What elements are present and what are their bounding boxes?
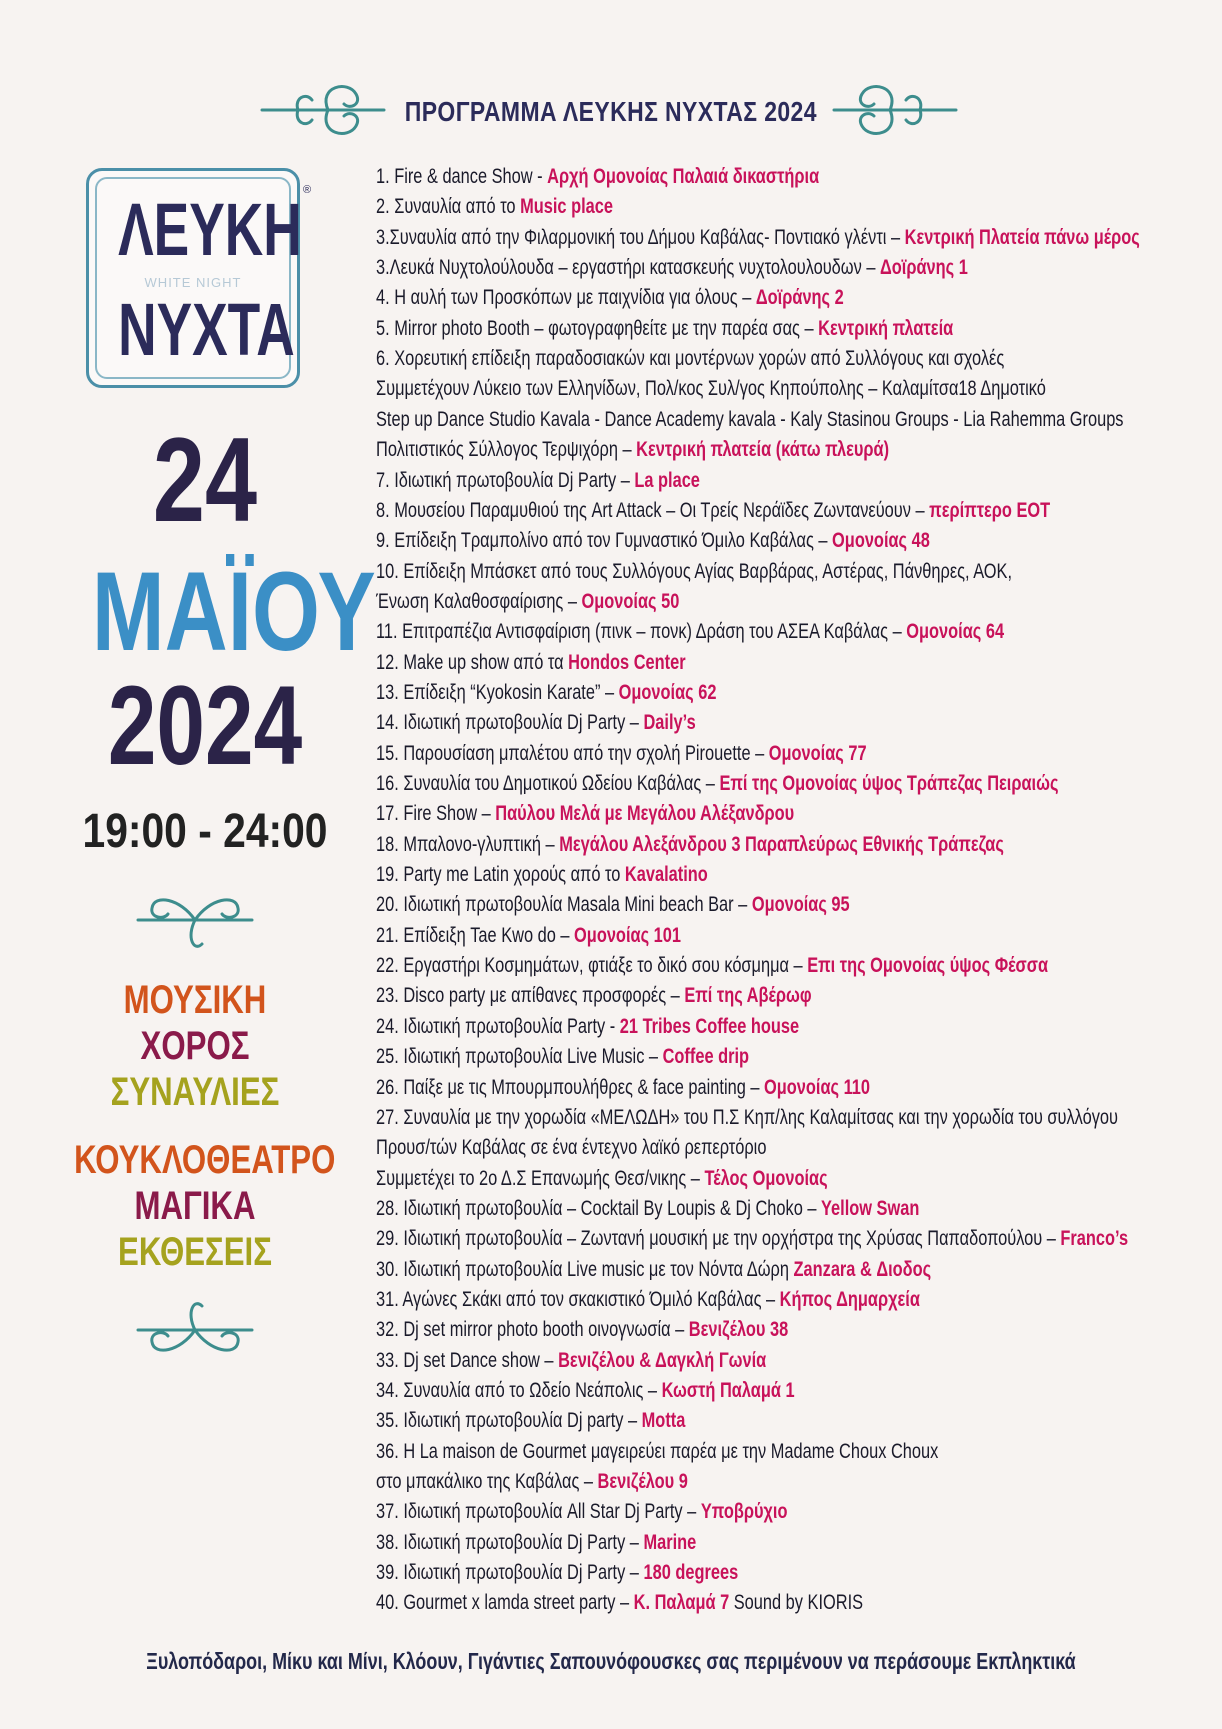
event-location: Επί της Ομονοίας ύψος Τράπεζας Πειραιώς <box>719 772 1059 795</box>
event-location: Κεντρική Πλατεία πάνω μέρος <box>904 225 1140 249</box>
event-description: 13. Επίδειξη “Kyokosin Karate” – <box>376 680 619 704</box>
tag-puppet-theatre: ΚΟΥΚΛΟΘΕΑΤΡΟ <box>74 1138 336 1182</box>
event-description: 35. Ιδιωτική πρωτοβουλία Dj party – <box>376 1409 642 1433</box>
logo-word-top: ΛΕΥΚΗ <box>118 188 302 271</box>
event-description: 3.Συναυλία από την Φιλαρμονική του Δήμου Καβάλας- Ποντιακό γλέντι – <box>376 225 905 249</box>
event-item <box>376 227 1140 248</box>
event-location: Coffee drip <box>662 1045 750 1069</box>
event-item <box>376 470 700 491</box>
event-description: 25. Ιδιωτική πρωτοβουλία Live Music – <box>376 1045 663 1069</box>
event-description: στο μπακάλικο της Καβάλας – <box>376 1470 598 1494</box>
event-description: 30. Ιδιωτική πρωτοβουλία Live music με τον Νόντα Δώρη <box>376 1257 794 1281</box>
event-item <box>376 1471 688 1492</box>
event-location: Βενιζέλου 9 <box>597 1470 688 1494</box>
event-location: Music place <box>520 195 613 219</box>
event-description: 5. Mirror photo Booth – φωτογραφηθείτε με την παρέα σας – <box>376 316 819 340</box>
event-description: 31. Αγώνες Σκάκι από τον σκακιστικό Όμιλό Καβάλας – <box>376 1287 780 1311</box>
event-location: Κεντρική πλατεία <box>818 316 954 340</box>
event-item <box>376 712 696 733</box>
event-description: 11. Επιτραπέζια Αντισφαίριση (πινκ – πονκ) Δράση του ΑΣΕΑ Καβάλας – <box>376 620 907 644</box>
event-description: 22. Εργαστήρι Κοσμημάτων, φτιάξε το δικό σου κόσμημα – <box>376 954 808 978</box>
footer-note: Ξυλοπόδαροι, Μίκυ και Μίνι, Κλόουν, Γιγάντιες Σαπουνόφουσκες σας περιμένουν να περάσουμε Εκπληκτικά <box>146 1648 1076 1674</box>
tag-concerts: ΣΥΝΑΥΛΙΕΣ <box>110 1070 280 1114</box>
event-item <box>376 1168 828 1189</box>
event-location: Ομονοίας 77 <box>768 741 867 765</box>
event-location: Ομονοίας 50 <box>581 589 680 613</box>
event-description: 27. Συναυλία με την χορωδία «ΜΕΛΩΔΗ» του Π.Σ Κηπ/λης Καλαμίτσας και την χορωδία του συλλόγου <box>376 1105 1118 1129</box>
event-location: Υποβρύχιο <box>700 1500 788 1524</box>
event-location: Marine <box>643 1530 697 1554</box>
event-description: 40. Gourmet x lamda street party – <box>376 1591 634 1615</box>
event-location: Βενιζέλου & Δαγκλή Γωνία <box>558 1348 767 1372</box>
event-description: 24. Ιδιωτική πρωτοβουλία Party - <box>376 1014 620 1038</box>
event-description: 8. Μουσείου Παραμυθιού της Art Attack – Οι Τρείς Νεράϊδες Ζωντανεύουν – <box>376 498 930 522</box>
event-description: 23. Disco party με απίθανες προσφορές – <box>376 984 685 1008</box>
event-item <box>376 621 1004 642</box>
event-location: Επί της Αβέρωφ <box>684 984 812 1008</box>
event-location: Franco’s <box>1060 1227 1129 1251</box>
event-location: Hondos Center <box>568 650 686 674</box>
event-item <box>376 1319 788 1340</box>
event-item <box>376 985 812 1006</box>
event-description: 10. Επίδειξη Μπάσκετ από τους Συλλόγους Αγίας Βαρβάρας, Αστέρας, Πάνθηρες, ΑΟΚ, <box>376 559 1013 583</box>
event-description: 32. Dj set mirror photo booth οινογνωσία – <box>376 1318 689 1342</box>
event-item <box>376 1228 1128 1249</box>
event-location: Ομονοίας 101 <box>574 923 681 947</box>
tag-music: ΜΟΥΣΙΚΗ <box>123 978 267 1022</box>
event-item <box>376 1289 920 1310</box>
tag-exhibitions: ΕΚΘΕΣΕΙΣ <box>118 1230 272 1274</box>
event-item <box>376 864 708 885</box>
event-item <box>376 561 1012 582</box>
event-location: Kavalatino <box>624 863 708 887</box>
event-item <box>376 1441 938 1462</box>
event-location: Daily’s <box>643 711 696 735</box>
event-location: Κεντρική πλατεία (κάτω πλευρά) <box>636 438 890 462</box>
event-item <box>376 1046 749 1067</box>
event-item <box>376 955 1048 976</box>
event-item <box>376 1350 766 1371</box>
left-bottom-ornament <box>130 1290 260 1370</box>
event-description: 6. Χορευτική επίδειξη παραδοσιακών και μοντέρνων χορών από Συλλόγους και σχολές <box>376 347 1005 371</box>
event-location: Δοϊράνης 2 <box>755 286 844 310</box>
event-description: 7. Ιδιωτική πρωτοβουλία Dj Party – <box>376 468 635 492</box>
event-description: Step up Dance Studio Kavala - Dance Academy kavala - Kaly Stasinou Groups - Lia Rahemma Groups <box>376 407 1124 431</box>
registered-mark: ® <box>303 184 312 196</box>
event-location: Κ. Παλαμά 7 <box>633 1591 730 1615</box>
event-description: Συμμετέχει το 2ο Δ.Σ Επανωμής Θεσ/νικης – <box>376 1166 705 1190</box>
event-location: Αρχή Ομονοίας Παλαιά δικαστήρια <box>547 165 820 188</box>
event-hours: 19:00 - 24:00 <box>82 805 328 858</box>
event-location: Επι της Ομονοίας ύψος Φέσσα <box>807 954 1049 978</box>
event-item <box>376 1501 787 1522</box>
event-location: Zanzara & Διοδος <box>793 1257 932 1281</box>
event-location: Ομονοίας 48 <box>832 529 930 553</box>
event-location: Ομονοίας 62 <box>618 680 717 704</box>
event-item <box>376 1592 863 1613</box>
event-location: Μεγάλου Αλεξάνδρου 3 Παραπλεύρως Εθνικής Τράπεζας <box>559 832 1004 856</box>
event-description: 39. Ιδιωτική πρωτοβουλία Dj Party – <box>376 1561 644 1585</box>
tag-magic: ΜΑΓΙΚΑ <box>134 1184 256 1228</box>
event-description: 33. Dj set Dance show – <box>376 1348 559 1372</box>
event-location: Τέλος Ομονοίας <box>704 1166 828 1190</box>
event-location: Βενιζέλου 38 <box>688 1318 789 1342</box>
event-item <box>376 348 1004 369</box>
event-item <box>376 652 686 673</box>
event-item <box>376 409 1124 430</box>
event-description: 18. Μπαλονο-γλυπτική – <box>376 832 560 856</box>
event-description: 34. Συναυλία από το Ωδείο Νεάπολις – <box>376 1379 662 1402</box>
event-item <box>376 894 850 915</box>
event-location: Κήπος Δημαρχεία <box>779 1287 920 1311</box>
page-title: ΠΡΟΓΡΑΜΜΑ ΛΕΥΚΗΣ ΝΥΧΤΑΣ 2024 <box>404 96 817 127</box>
event-location: Κωστή Παλαμά 1 <box>661 1379 795 1402</box>
event-item <box>376 166 819 187</box>
event-description: 21. Επίδειξη Tae Kwo do – <box>376 923 575 947</box>
event-description: 4. Η αυλή των Προσκόπων με παιχνίδια για όλους – <box>376 286 756 310</box>
event-description: 16. Συναυλία του Δημοτικού Ωδείου Καβάλας – <box>376 772 720 795</box>
event-item <box>376 1259 931 1280</box>
event-description: 14. Ιδιωτική πρωτοβουλία Dj Party – <box>376 711 644 735</box>
event-month: ΜΑΪΟΥ <box>91 549 376 674</box>
event-location: Motta <box>641 1409 686 1433</box>
event-item <box>376 1410 685 1431</box>
event-description: 15. Παρουσίαση μπαλέτου από την σχολή Pirouette – <box>376 741 769 765</box>
event-item <box>376 1198 919 1219</box>
event-item <box>376 834 1004 855</box>
logo-subtitle: WHITE NIGHT <box>144 275 242 290</box>
event-item <box>376 378 1046 399</box>
event-location: Ομονοίας 64 <box>906 620 1005 644</box>
event-item <box>376 287 844 308</box>
white-night-logo <box>86 168 300 388</box>
event-description: 26. Παίξε με τις Μπουρμπουλήθρες & face painting – <box>376 1075 765 1099</box>
event-item <box>376 196 613 217</box>
event-location: Ομονοίας 110 <box>764 1075 871 1099</box>
event-year: 2024 <box>107 663 303 788</box>
event-item <box>376 925 681 946</box>
event-item <box>376 1532 696 1553</box>
event-description: 17. Fire Show – <box>376 802 496 826</box>
event-location: περίπτερο ΕΟΤ <box>929 498 1051 522</box>
event-location: Παύλου Μελά με Μεγάλου Αλέξανδρου <box>495 802 795 826</box>
event-location: 21 Tribes Coffee house <box>619 1014 800 1038</box>
event-description: Πολιτιστικός Σύλλογος Τερψιχόρη – <box>376 438 637 462</box>
logo-word-bottom: ΝΥΧΤΑ <box>118 288 295 371</box>
event-description: Ένωση Καλαθοσφαίρισης – <box>376 589 582 613</box>
event-location: Ομονοίας 95 <box>751 893 850 917</box>
event-description: Συμμετέχουν Λύκειο των Ελληνίδων, Πολ/κος Συλ/γος Κηπούπολης – Καλαμίτσα18 Δημοτικό <box>376 377 1046 401</box>
event-description: Προυσ/τών Καβάλας σε ένα έντεχνο λαϊκό ρεπερτόριο <box>376 1136 767 1160</box>
event-item <box>376 1107 1118 1128</box>
event-description: 3.Λευκά Νυχτολούλουδα – εργαστήρι κατασκευής νυχτολουλουδων – <box>376 256 880 280</box>
event-item <box>376 743 867 764</box>
event-item <box>376 257 968 278</box>
event-item <box>376 439 889 460</box>
event-item <box>376 1380 795 1401</box>
event-item <box>376 1016 799 1037</box>
event-description: 28. Ιδιωτική πρωτοβουλία – Cocktail By Loupis & Dj Choko – <box>376 1196 822 1220</box>
event-item <box>376 318 953 339</box>
event-item <box>376 591 679 612</box>
event-description: 9. Επίδειξη Τραμπολίνο από τον Γυμναστικό Όμιλο Καβάλας – <box>376 529 833 553</box>
event-location: 180 degrees <box>643 1561 739 1585</box>
event-description: 38. Ιδιωτική πρωτοβουλία Dj Party – <box>376 1530 644 1554</box>
event-item <box>376 682 716 703</box>
event-day: 24 <box>152 413 258 547</box>
event-description: 2. Συναυλία από το <box>376 195 521 219</box>
right-header-ornament <box>830 76 960 146</box>
event-location: La place <box>634 468 700 492</box>
event-item <box>376 1137 766 1158</box>
event-location: Yellow Swan <box>821 1196 920 1220</box>
event-location: Δοϊράνης 1 <box>879 256 968 280</box>
event-description: 20. Ιδιωτική πρωτοβουλία Masala Mini beach Bar – <box>376 893 752 917</box>
event-item <box>376 1562 738 1583</box>
event-extra: Sound by KIORIS <box>729 1591 864 1615</box>
event-description: 12. Make up show από τα <box>376 650 569 674</box>
event-description: 36. H La maison de Gourmet μαγειρεύει παρέα με την Madame Choux Choux <box>376 1439 939 1463</box>
left-middle-ornament <box>130 880 260 960</box>
event-item <box>376 773 1058 794</box>
event-description: 19. Party me Latin χορούς από το <box>376 863 625 887</box>
event-item <box>376 803 794 824</box>
event-item <box>376 1077 870 1098</box>
event-description: 29. Ιδιωτική πρωτοβουλία – Ζωντανή μουσική με την ορχήστρα της Χρύσας Παπαδοπούλου – <box>376 1227 1061 1251</box>
event-description: 1. Fire & dance Show - <box>376 165 548 188</box>
event-item <box>376 500 1050 521</box>
tag-dance: ΧΟΡΟΣ <box>140 1024 250 1068</box>
event-item <box>376 530 930 551</box>
event-description: 37. Ιδιωτική πρωτοβουλία All Star Dj Party – <box>376 1500 701 1524</box>
